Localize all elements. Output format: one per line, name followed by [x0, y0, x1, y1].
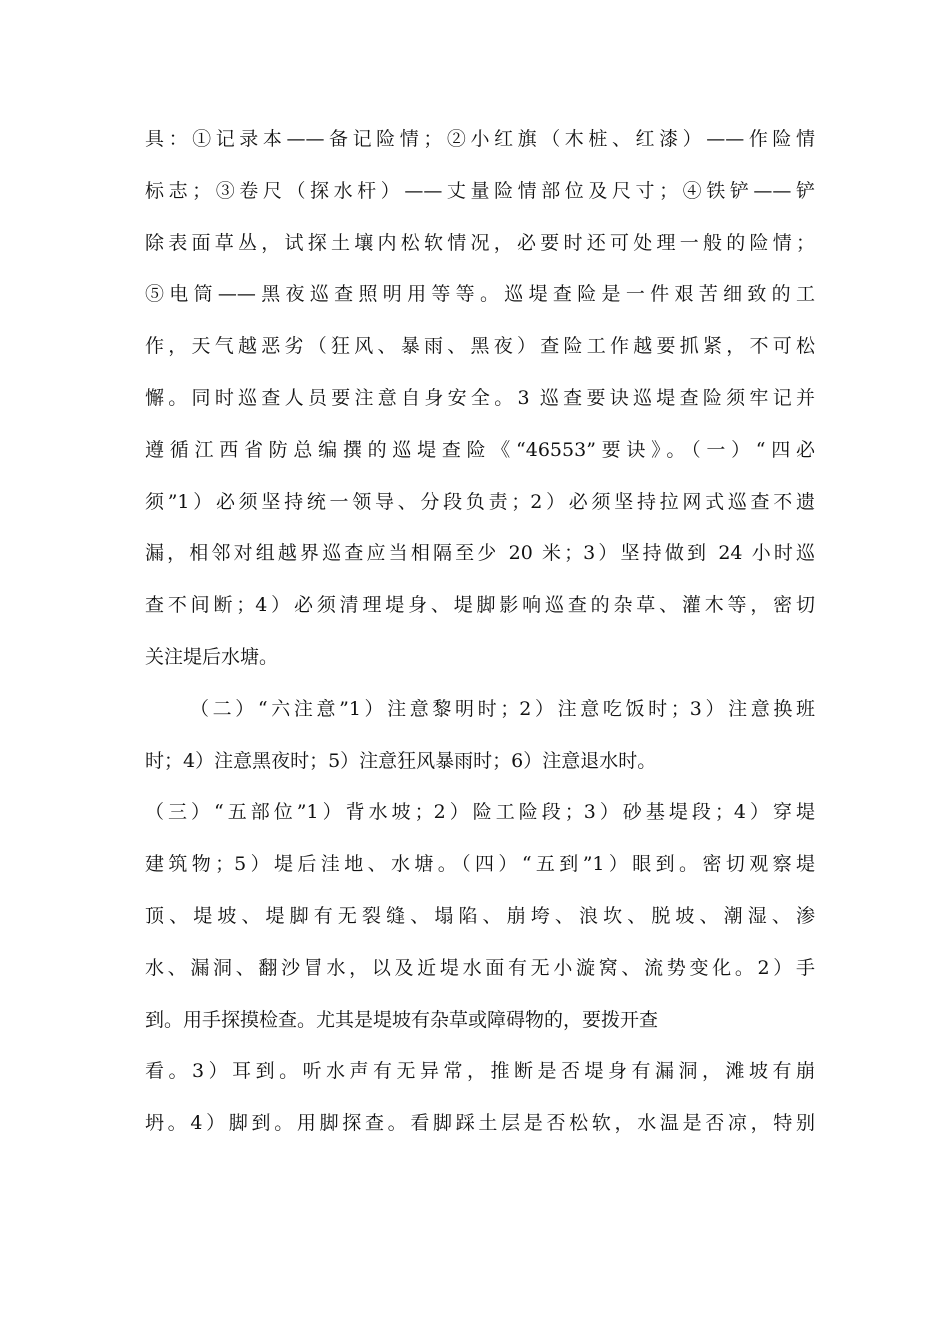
text-line: 须”1）必须坚持统一领导、分段负责；2）必须坚持拉网式巡查不遗: [145, 490, 815, 513]
text-line: 到。用手探摸检查。尤其是堤坡有杂草或障碍物的，要拨开查: [145, 1008, 659, 1031]
text-line: 水、漏洞、翻沙冒水，以及近堤水面有无小漩窝、流势变化。2）手: [145, 956, 815, 979]
text-line: 标志；③卷尺（探水杆）——丈量险情部位及尺寸；④铁铲——铲: [145, 179, 815, 202]
text-line: 懈。同时巡查人员要注意自身安全。3 巡查要诀巡堤查险须牢记并: [145, 386, 815, 409]
text-line: 建筑物；5）堤后洼地、水塘。（四）“五到”1）眼到。密切观察堤: [145, 853, 815, 876]
text-line: 具：①记录本——备记险情；②小红旗（木桩、红漆）——作险情: [145, 128, 815, 150]
text-line: 看。3）耳到。听水声有无异常，推断是否堤身有漏洞，滩坡有崩: [145, 1060, 815, 1083]
text-line: 作，天气越恶劣（狂风、暴雨、黑夜）查险工作越要抓紧，不可松: [145, 335, 815, 358]
text-line: 遵循江西省防总编撰的巡堤查险《“46553”要诀》。（一）“四必: [145, 438, 815, 461]
text-line: 漏，相邻对组越界巡查应当相隔至少 20 米；3）坚持做到 24 小时巡: [145, 542, 815, 565]
text-line: （三）“五部位”1）背水坡；2）险工险段；3）砂基堤段；4）穿堤: [145, 801, 815, 824]
text-line: 除表面草丛，试探土壤内松软情况，必要时还可处理一般的险情；: [145, 231, 815, 254]
text-line: （二）“六注意”1）注意黎明时；2）注意吃饭时；3）注意换班: [190, 697, 815, 720]
text-line: 顶、堤坡、堤脚有无裂缝、塌陷、崩垮、浪坎、脱坡、潮湿、渗: [145, 904, 815, 927]
text-line: 坍。4）脚到。用脚探查。看脚踩土层是否松软，水温是否凉，特别: [145, 1112, 815, 1135]
body-text: [145, 114, 815, 1150]
text-line: 关注堤后水塘。: [145, 645, 279, 668]
text-line: 时；4）注意黑夜时；5）注意狂风暴雨时；6）注意退水时。: [145, 749, 657, 772]
text-line: 查不间断；4）必须清理堤身、堤脚影响巡查的杂草、灌木等，密切: [145, 594, 815, 617]
text-line: ⑤电筒——黑夜巡查照明用等等。巡堤查险是一件艰苦细致的工: [145, 283, 815, 306]
